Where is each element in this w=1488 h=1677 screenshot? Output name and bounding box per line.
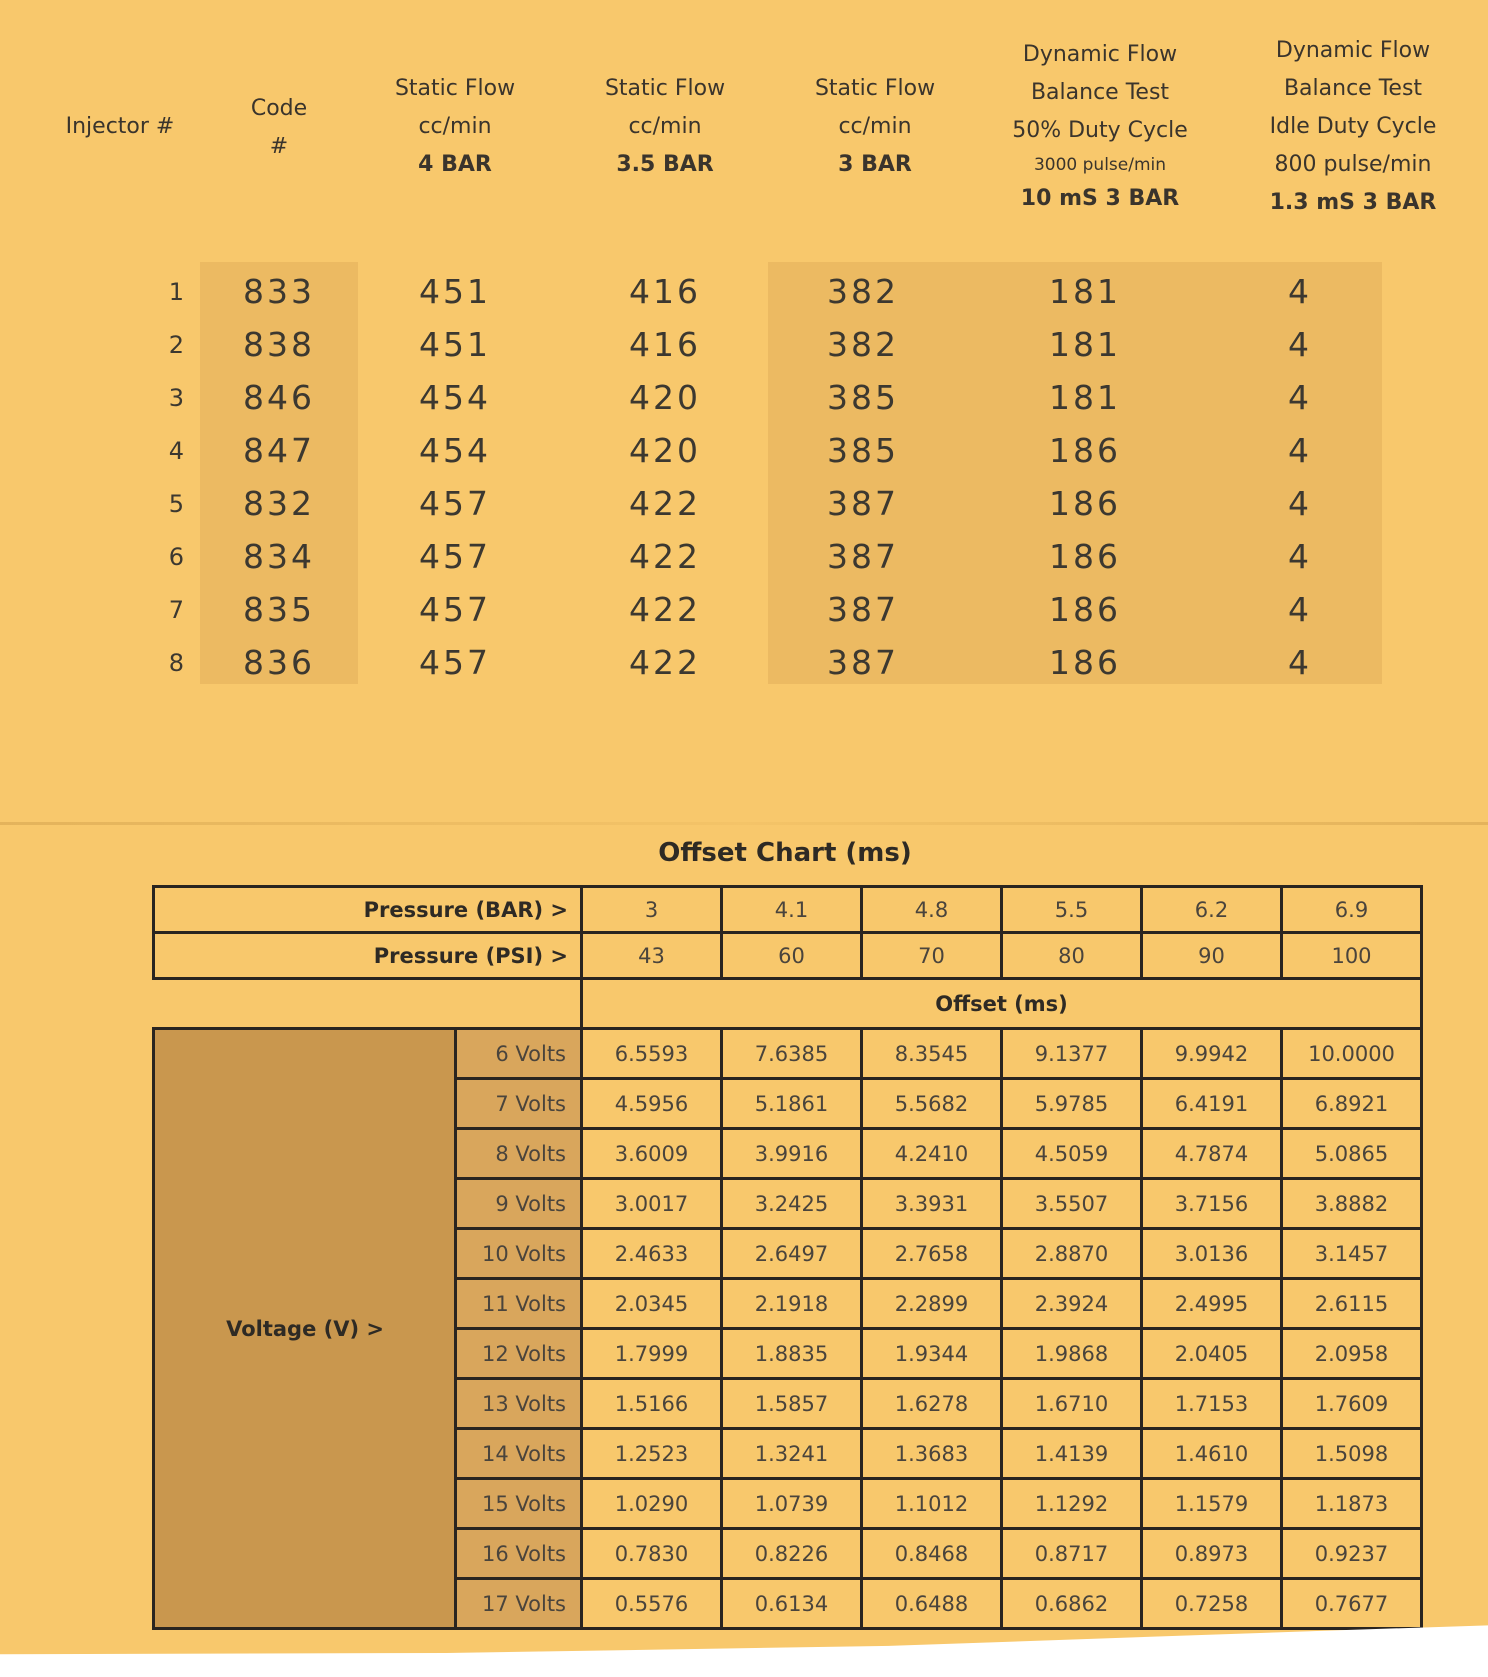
offset-value: 4.5956: [582, 1079, 722, 1129]
header-code: Code #: [250, 96, 308, 159]
offset-value: 2.2899: [862, 1279, 1002, 1329]
offset-value: 1.7999: [582, 1329, 722, 1379]
voltage-group-label: Voltage (V) >: [154, 1029, 456, 1629]
static-flow-35bar: 416: [629, 272, 701, 311]
dynamic-flow-idle: 4: [1288, 590, 1312, 629]
static-flow-3bar: 387: [827, 537, 899, 576]
static-flow-4bar: 454: [419, 378, 491, 417]
static-flow-4bar: 457: [419, 484, 491, 523]
header-static-4bar: Static Flow cc/min 4 BAR: [394, 76, 516, 177]
static-flow-3bar: 382: [827, 325, 899, 364]
flow-table-row: [0, 266, 1488, 318]
offset-value: 1.1292: [1002, 1479, 1142, 1529]
offset-value: 1.3241: [722, 1429, 862, 1479]
dynamic-flow-50: 181: [1049, 378, 1121, 417]
offset-value: 2.6115: [1282, 1279, 1422, 1329]
offset-value: 0.8973: [1142, 1529, 1282, 1579]
static-flow-4bar: 457: [419, 643, 491, 682]
offset-value: 1.0290: [582, 1479, 722, 1529]
static-flow-35bar: 422: [629, 537, 701, 576]
pressure-psi-value: 43: [582, 933, 722, 979]
static-flow-3bar: 385: [827, 431, 899, 470]
offset-value: 1.9868: [1002, 1329, 1142, 1379]
flow-table-row: [0, 372, 1488, 424]
offset-value: 1.2523: [582, 1429, 722, 1479]
pressure-bar-value: 4.8: [862, 887, 1002, 933]
voltage-label: 12 Volts: [456, 1329, 582, 1379]
offset-value: 3.6009: [582, 1129, 722, 1179]
offset-value: 1.6278: [862, 1379, 1002, 1429]
offset-value: 2.1918: [722, 1279, 862, 1329]
offset-value: 3.5507: [1002, 1179, 1142, 1229]
offset-value: 0.8226: [722, 1529, 862, 1579]
offset-value: 1.5166: [582, 1379, 722, 1429]
pressure-psi-row: [154, 933, 1422, 979]
pressure-bar-value: 6.2: [1142, 887, 1282, 933]
offset-label: Offset (ms): [582, 979, 1422, 1029]
injector-number: 4: [168, 437, 184, 465]
offset-value: 5.0865: [1282, 1129, 1422, 1179]
header-dynamic-50: Dynamic Flow Balance Test 50% Duty Cycle 3000 pulse/min 10 mS 3 BAR: [1012, 42, 1188, 211]
voltage-label: 10 Volts: [456, 1229, 582, 1279]
offset-value: 3.8882: [1282, 1179, 1422, 1229]
offset-value: 0.7830: [582, 1529, 722, 1579]
offset-value: 0.6134: [722, 1579, 862, 1629]
offset-chart-table: [152, 885, 1423, 1630]
static-flow-4bar: 454: [419, 431, 491, 470]
offset-value: 4.5059: [1002, 1129, 1142, 1179]
dynamic-flow-50: 181: [1049, 325, 1121, 364]
offset-value: 4.2410: [862, 1129, 1002, 1179]
offset-value: 3.0017: [582, 1179, 722, 1229]
pressure-psi-value: 70: [862, 933, 1002, 979]
dynamic-flow-idle: 4: [1288, 431, 1312, 470]
injector-number: 1: [168, 278, 184, 306]
offset-value: 1.6710: [1002, 1379, 1142, 1429]
static-flow-35bar: 416: [629, 325, 701, 364]
dynamic-flow-50: 186: [1049, 484, 1121, 523]
offset-value: 1.7609: [1282, 1379, 1422, 1429]
offset-value: 0.7677: [1282, 1579, 1422, 1629]
pressure-psi-value: 100: [1282, 933, 1422, 979]
offset-value: 0.8468: [862, 1529, 1002, 1579]
dynamic-flow-50: 186: [1049, 537, 1121, 576]
flow-table-row: [0, 425, 1488, 477]
static-flow-35bar: 422: [629, 484, 701, 523]
offset-chart-title: Offset Chart (ms): [658, 838, 912, 868]
flow-table-row: [0, 319, 1488, 371]
dynamic-flow-50: 181: [1049, 272, 1121, 311]
injector-code: 847: [243, 431, 315, 470]
voltage-label: 13 Volts: [456, 1379, 582, 1429]
offset-value: 2.0405: [1142, 1329, 1282, 1379]
pressure-psi-value: 60: [722, 933, 862, 979]
static-flow-3bar: 382: [827, 272, 899, 311]
offset-value: 7.6385: [722, 1029, 862, 1079]
voltage-label: 14 Volts: [456, 1429, 582, 1479]
offset-value: 3.0136: [1142, 1229, 1282, 1279]
offset-value: 0.5576: [582, 1579, 722, 1629]
static-flow-4bar: 451: [419, 272, 491, 311]
flow-table-row: [0, 531, 1488, 583]
header-dynamic-idle: Dynamic Flow Balance Test Idle Duty Cycle 800 pulse/min 1.3 mS 3 BAR: [1269, 38, 1437, 215]
flow-table-row: [0, 584, 1488, 636]
offset-value: 1.7153: [1142, 1379, 1282, 1429]
offset-value: 3.3931: [862, 1179, 1002, 1229]
offset-value: 0.8717: [1002, 1529, 1142, 1579]
static-flow-35bar: 420: [629, 431, 701, 470]
offset-value: 3.2425: [722, 1179, 862, 1229]
pressure-psi-value: 90: [1142, 933, 1282, 979]
dynamic-flow-idle: 4: [1288, 484, 1312, 523]
injector-number: 2: [168, 331, 184, 359]
paper-fold: [0, 822, 1488, 825]
offset-value: 0.6488: [862, 1579, 1002, 1629]
offset-value: 2.6497: [722, 1229, 862, 1279]
offset-value: 10.0000: [1282, 1029, 1422, 1079]
header-static-35bar: Static Flow cc/min 3.5 BAR: [604, 76, 726, 177]
offset-value: 8.3545: [862, 1029, 1002, 1079]
voltage-label: 6 Volts: [456, 1029, 582, 1079]
dynamic-flow-50: 186: [1049, 643, 1121, 682]
offset-value: 5.1861: [722, 1079, 862, 1129]
offset-value: 2.7658: [862, 1229, 1002, 1279]
dynamic-flow-idle: 4: [1288, 537, 1312, 576]
offset-value: 0.7258: [1142, 1579, 1282, 1629]
offset-value: 2.3924: [1002, 1279, 1142, 1329]
static-flow-3bar: 387: [827, 643, 899, 682]
voltage-label: 11 Volts: [456, 1279, 582, 1329]
static-flow-4bar: 457: [419, 590, 491, 629]
offset-value: 1.5857: [722, 1379, 862, 1429]
offset-value: 0.9237: [1282, 1529, 1422, 1579]
offset-value: 3.9916: [722, 1129, 862, 1179]
header-static-3bar: Static Flow cc/min 3 BAR: [814, 76, 936, 177]
pressure-bar-value: 3: [582, 887, 722, 933]
static-flow-4bar: 451: [419, 325, 491, 364]
flow-table-row: [0, 478, 1488, 530]
voltage-row: [154, 1029, 1422, 1079]
injector-number: 5: [168, 490, 184, 518]
injector-code: 835: [243, 590, 315, 629]
voltage-label: 9 Volts: [456, 1179, 582, 1229]
static-flow-35bar: 420: [629, 378, 701, 417]
dynamic-flow-50: 186: [1049, 590, 1121, 629]
static-flow-3bar: 387: [827, 484, 899, 523]
pressure-bar-value: 4.1: [722, 887, 862, 933]
dynamic-flow-idle: 4: [1288, 378, 1312, 417]
injector-number: 3: [168, 384, 184, 412]
offset-value: 4.7874: [1142, 1129, 1282, 1179]
offset-value: 1.1012: [862, 1479, 1002, 1529]
offset-value: 3.7156: [1142, 1179, 1282, 1229]
static-flow-35bar: 422: [629, 643, 701, 682]
injector-code: 833: [243, 272, 315, 311]
voltage-label: 17 Volts: [456, 1579, 582, 1629]
pressure-bar-value: 5.5: [1002, 887, 1142, 933]
dynamic-flow-idle: 4: [1288, 272, 1312, 311]
static-flow-3bar: 385: [827, 378, 899, 417]
offset-value: 9.1377: [1002, 1029, 1142, 1079]
static-flow-3bar: 387: [827, 590, 899, 629]
pressure-bar-label: Pressure (BAR) >: [154, 887, 582, 933]
injector-code: 836: [243, 643, 315, 682]
offset-value: 6.4191: [1142, 1079, 1282, 1129]
offset-value: 1.1579: [1142, 1479, 1282, 1529]
injector-number: 6: [168, 543, 184, 571]
offset-label-row: [154, 979, 1422, 1029]
offset-value: 5.5682: [862, 1079, 1002, 1129]
offset-value: 1.8835: [722, 1329, 862, 1379]
voltage-label: 15 Volts: [456, 1479, 582, 1529]
offset-value: 5.9785: [1002, 1079, 1142, 1129]
voltage-label: 7 Volts: [456, 1079, 582, 1129]
offset-value: 1.3683: [862, 1429, 1002, 1479]
offset-value: 0.6862: [1002, 1579, 1142, 1629]
offset-value: 1.9344: [862, 1329, 1002, 1379]
pressure-bar-row: [154, 887, 1422, 933]
pressure-psi-label: Pressure (PSI) >: [154, 933, 582, 979]
offset-value: 2.0958: [1282, 1329, 1422, 1379]
offset-value: 1.1873: [1282, 1479, 1422, 1529]
offset-value: 2.8870: [1002, 1229, 1142, 1279]
offset-value: 2.4995: [1142, 1279, 1282, 1329]
static-flow-4bar: 457: [419, 537, 491, 576]
flow-table-row: [0, 637, 1488, 689]
offset-value: 9.9942: [1142, 1029, 1282, 1079]
offset-value: 1.4610: [1142, 1429, 1282, 1479]
offset-value: 1.4139: [1002, 1429, 1142, 1479]
voltage-rows: [154, 1029, 1422, 1629]
offset-value: 1.0739: [722, 1479, 862, 1529]
dynamic-flow-idle: 4: [1288, 325, 1312, 364]
voltage-label: 8 Volts: [456, 1129, 582, 1179]
injector-code: 846: [243, 378, 315, 417]
blank-corner: [154, 979, 582, 1029]
pressure-bar-value: 6.9: [1282, 887, 1422, 933]
injector-code: 832: [243, 484, 315, 523]
offset-value: 6.8921: [1282, 1079, 1422, 1129]
injector-code: 838: [243, 325, 315, 364]
injector-code: 834: [243, 537, 315, 576]
injector-number: 8: [168, 649, 184, 677]
offset-value: 3.1457: [1282, 1229, 1422, 1279]
offset-value: 2.0345: [582, 1279, 722, 1329]
dynamic-flow-idle: 4: [1288, 643, 1312, 682]
pressure-psi-value: 80: [1002, 933, 1142, 979]
header-injector: Injector #: [65, 114, 175, 139]
voltage-label: 16 Volts: [456, 1529, 582, 1579]
offset-value: 6.5593: [582, 1029, 722, 1079]
injector-number: 7: [168, 596, 184, 624]
offset-value: 1.5098: [1282, 1429, 1422, 1479]
offset-value: 2.4633: [582, 1229, 722, 1279]
static-flow-35bar: 422: [629, 590, 701, 629]
dynamic-flow-50: 186: [1049, 431, 1121, 470]
